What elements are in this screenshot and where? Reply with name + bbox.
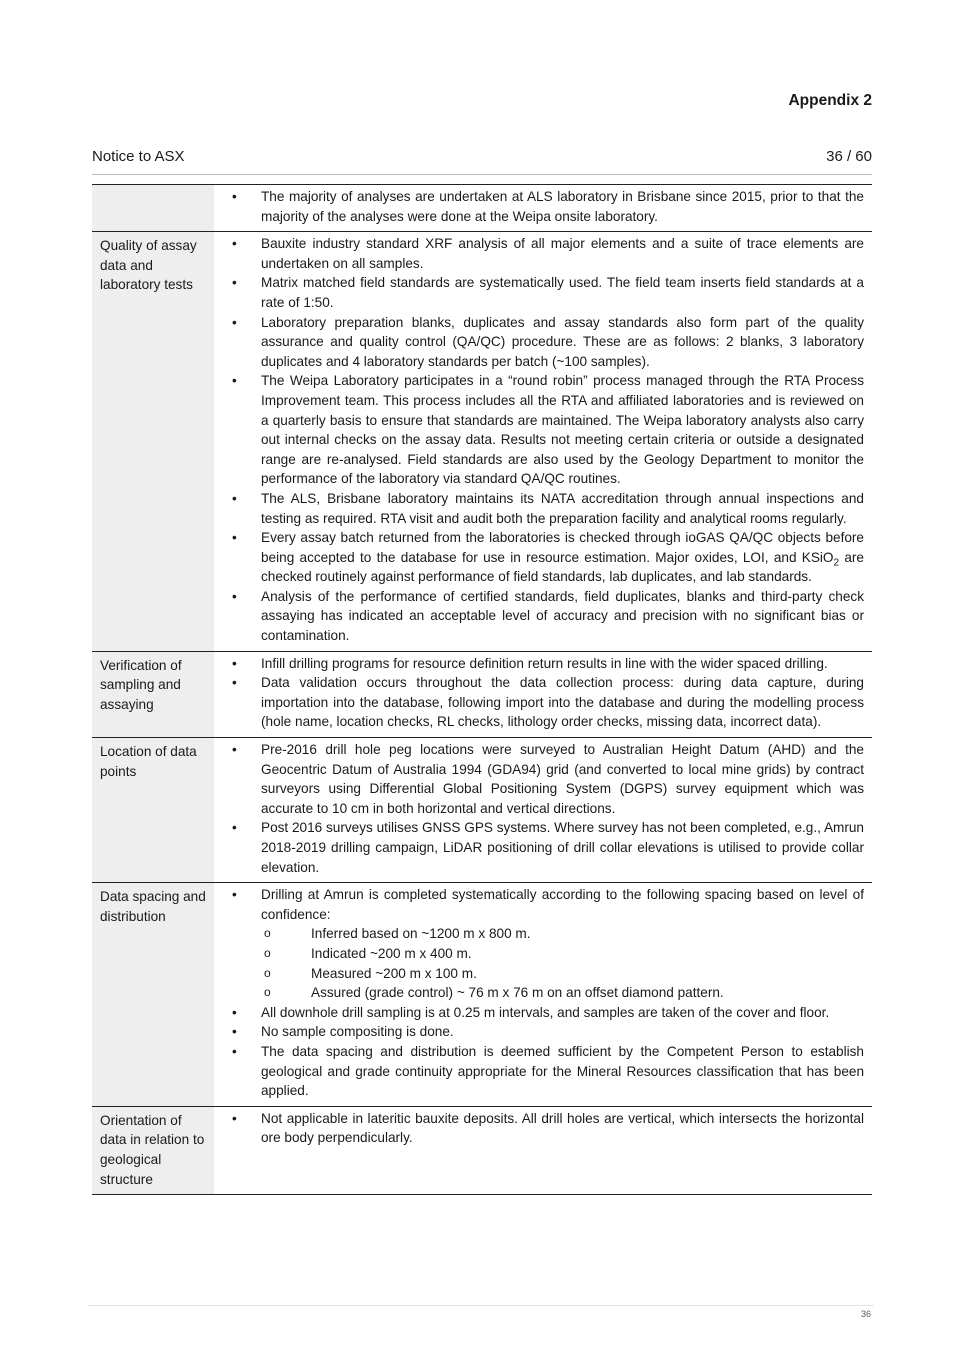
bullet-item: • Data validation occurs throughout the data collection process: during data capture, during importation into the database, following import into the database and during the modelling process (hole name, location checks, RL checks, lithology order checks, missing data, incorrect data). — [214, 673, 864, 732]
page-indicator: 36 / 60 — [826, 148, 872, 165]
sub-bullet-item: o Assured (grade control) ~ 76 m x 76 m on an offset diamond pattern. — [261, 983, 864, 1003]
table-row — [92, 232, 872, 651]
header-divider — [92, 174, 872, 175]
subscript: 2 — [833, 557, 840, 569]
bullet-item: • Pre-2016 drill hole peg locations were surveyed to Australian Height Datum (AHD) and the Geocentric Datum of Australia 1994 (GDA94) grid (and converted to local mine grids) by contract surveyors using Differential Global Positioning System (DGPS) survey equipment which was accurate to 10 cm in both horizontal and vertical directions. — [214, 740, 864, 818]
document-title: Notice to ASX — [92, 148, 185, 165]
bullet-item: • Matrix matched field standards are systematically used. The field team inserts field standards at a rate of 1:50. — [214, 273, 864, 312]
bullet-item: • Bauxite industry standard XRF analysis of all major elements and a suite of trace elements are undertaken on all samples. — [214, 234, 864, 273]
footer-page-number: 36 — [860, 1309, 871, 1319]
bullet-item: • The majority of analyses are undertaken at ALS laboratory in Brisbane since 2015, prior to that the majority of the analyses were done at the Weipa onsite laboratory. — [214, 187, 864, 226]
row-label: Data spacing and distribution — [92, 883, 214, 1107]
bullet-item: • Not applicable in lateritic bauxite deposits. All drill holes are vertical, which intersects the horizontal ore body perpendicularly. — [214, 1109, 864, 1148]
bullet-item: • Laboratory preparation blanks, duplicates and assay standards also form part of the quality assurance and quality control (QA/QC) procedure. These are as follows: 2 blanks, 3 laboratory duplicates and 4 laboratory standards per batch (~100 samples). — [214, 313, 864, 372]
bullet-item — [214, 885, 864, 1003]
row-content — [214, 232, 872, 651]
bullet-text: Every assay batch returned from the laboratories is checked through ioGAS QA/QC objects before being accepted to the database for use in resource estimation. Major oxides, LOI, and KSiO — [261, 530, 864, 565]
bullet-item: • All downhole drill sampling is at 0.25 m intervals, and samples are taken of the cover and floor. — [214, 1003, 864, 1023]
row-label: Orientation of data in relation to geological structure — [92, 1106, 214, 1194]
row-label: Quality of assay data and laboratory tests — [92, 232, 214, 651]
row-content — [214, 738, 872, 883]
row-content — [214, 651, 872, 737]
row-label — [92, 185, 214, 232]
row-label: Verification of sampling and assaying — [92, 651, 214, 737]
bullet-item: • No sample compositing is done. — [214, 1022, 864, 1042]
row-content — [214, 883, 872, 1107]
row-content — [214, 185, 872, 232]
appendix-label: Appendix 2 — [788, 92, 872, 109]
row-content — [214, 1106, 872, 1194]
sub-bullet-item: o Measured ~200 m x 100 m. — [261, 964, 864, 984]
row-label: Location of data points — [92, 738, 214, 883]
footer-divider — [88, 1305, 874, 1306]
bullet-item: • The data spacing and distribution is deemed sufficient by the Competent Person to establish geological and grade continuity appropriate for the Mineral Resources classification that has been applied. — [214, 1042, 864, 1101]
table-row — [92, 651, 872, 737]
page-header — [92, 148, 872, 168]
bullet-item — [214, 528, 864, 587]
table-row — [92, 883, 872, 1107]
table-row — [92, 738, 872, 883]
bullet-item: • Analysis of the performance of certified standards, field duplicates, blanks and third-party check assaying has indicated an acceptable level of accuracy and precision with no significant bias or contamination. — [214, 587, 864, 646]
bullet-item: • The Weipa Laboratory participates in a “round robin” process managed through the RTA Process Improvement team. This process includes all the RTA and affiliated laboratories and is reviewed on a quarterly basis to ensure that standards are maintained. The Weipa laboratory analysts also carry out internal checks on the assay data. Results not meeting certain criteria or outside a designated range are re-analysed. Field standards are also used by the Geology Department to monitor the performance of the laboratory via standard QA/QC routines. — [214, 371, 864, 489]
sub-bullet-item: o Indicated ~200 m x 400 m. — [261, 944, 864, 964]
jorc-criteria-table — [92, 184, 872, 1195]
bullet-item: • Post 2016 surveys utilises GNSS GPS systems. Where survey has not been completed, e.g., Amrun 2018-2019 drilling campaign, LiDAR positioning of drill collar elevations is utilised to provide collar elevation. — [214, 818, 864, 877]
bullet-text: are checked routinely against performance of field standards, lab duplicates, and lab standards. — [261, 549, 864, 585]
sub-bullet-item: o Inferred based on ~1200 m x 800 m. — [261, 924, 864, 944]
table-row — [92, 1106, 872, 1194]
bullet-text: Drilling at Amrun is completed systematically according to the following spacing based on level of confidence: — [261, 887, 864, 922]
table-row — [92, 185, 872, 232]
bullet-item: • The ALS, Brisbane laboratory maintains its NATA accreditation through annual inspections and testing as required. RTA visit and audit both the preparation facility and analytical rooms regularly. — [214, 489, 864, 528]
bullet-item: • Infill drilling programs for resource definition return results in line with the wider spaced drilling. — [214, 654, 864, 674]
